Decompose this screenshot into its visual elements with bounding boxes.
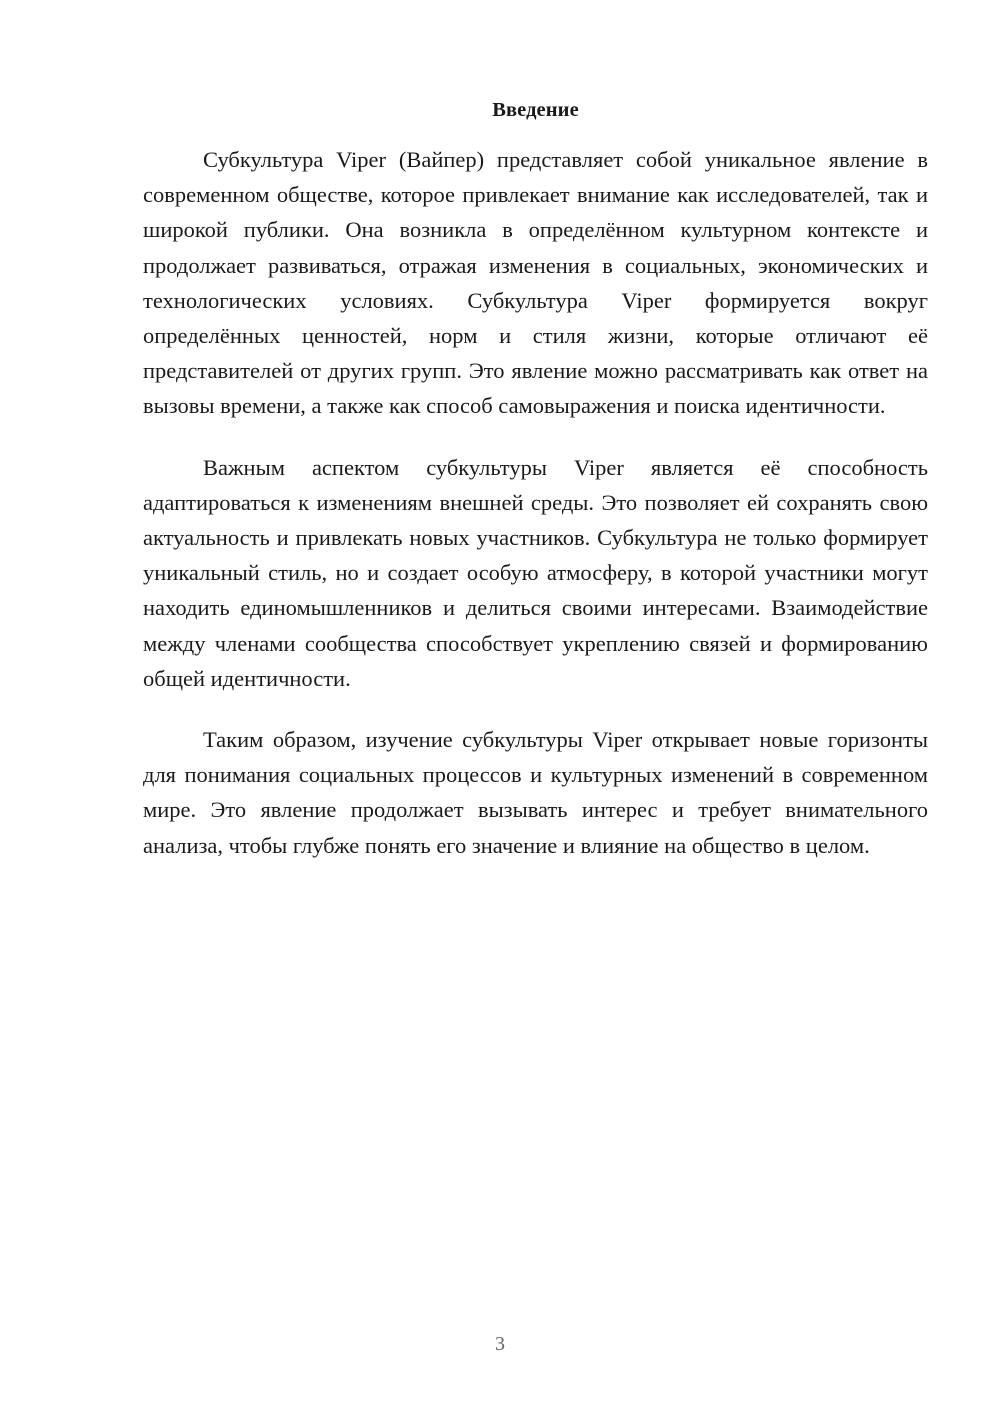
page-content <box>143 96 928 889</box>
paragraph-3: Таким образом, изучение субкультуры Viper открывает новые горизонты для понимания социальных процессов и культурных изменений в современном мире. Это явление продолжает вызывать интерес и требует внимательного анализа, чтобы глубже понять его значение и влияние на общество в целом. <box>143 727 928 858</box>
paragraph-1: Субкультура Viper (Вайпер) представляет собой уникальное явление в современном обществе, которое привлекает внимание как исследователей, так и широкой публики. Она возникла в определённом культурном контексте и продолжает развиваться, отражая изменения в социальных, экономических и технологических условиях. Субкультура Viper формируется вокруг определённых ценностей, норм и стиля жизни, которые отличают её представителей от других групп. Это явление можно рассматривать как ответ на вызовы времени, а также как способ самовыражения и поиска идентичности. <box>143 147 928 419</box>
page-number: 3 <box>495 1333 505 1355</box>
section-title: Введение <box>492 99 579 121</box>
paragraph-2: Важным аспектом субкультуры Viper является её способность адаптироваться к изменениям внешней среды. Это позволяет ей сохранять свою актуальность и привлекать новых участников. Субкультура не только формирует уникальный стиль, но и создает особую атмосферу, в которой участники могут находить единомышленников и делиться своими интересами. Взаимодействие между членами сообщества способствует укреплению связей и формированию общей идентичности. <box>143 454 928 691</box>
